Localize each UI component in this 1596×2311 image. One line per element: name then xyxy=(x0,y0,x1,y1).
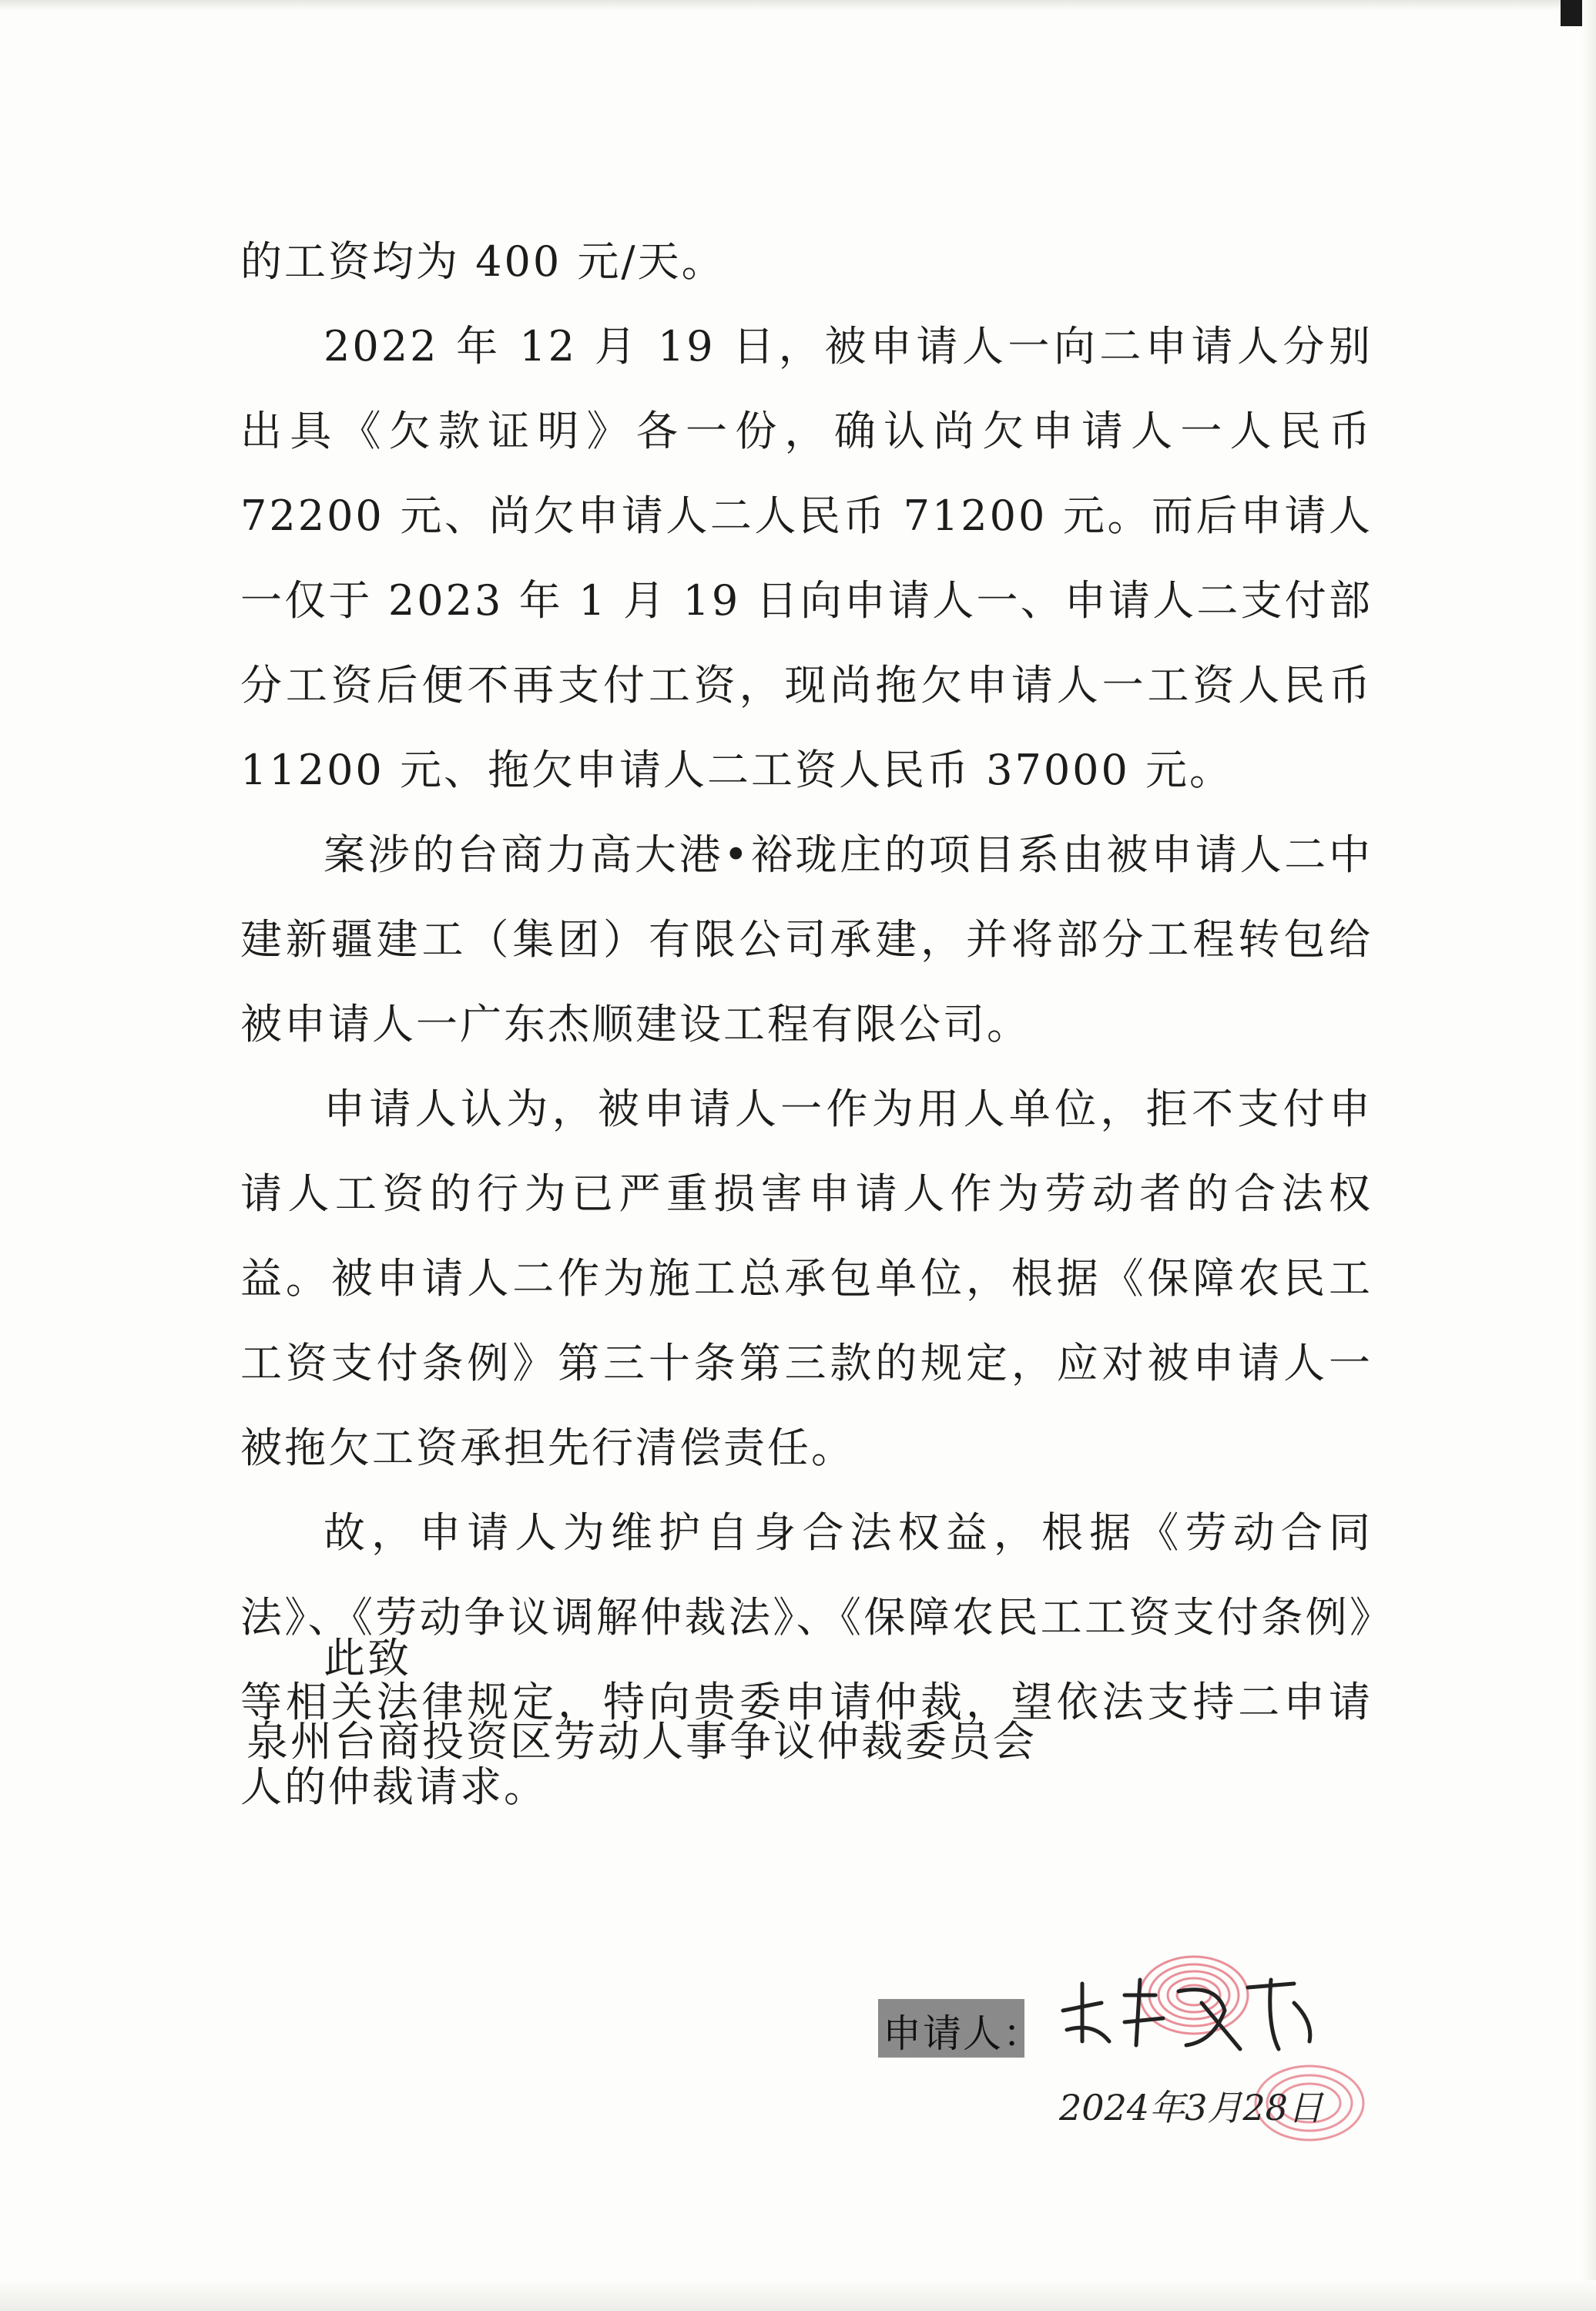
paragraph: 案涉的台商力高大港•裕珑庄的项目系由被申请人二中建新疆建工（集团）有限公司承建，并将部分工程转包给被申请人一广东杰顺建设工程有限公司。 xyxy=(240,830,1373,1048)
recipient-committee: 泉州台商投资区劳动人事争议仲裁委员会 xyxy=(246,1717,1037,1766)
signing-date: 2024年3月28日 xyxy=(1059,2087,1323,2128)
document-body xyxy=(240,220,1373,1830)
scan-edge xyxy=(0,2280,1596,2311)
applicant-label: 申请人： xyxy=(883,2011,1043,2056)
signature-stroke xyxy=(1063,1980,1310,2049)
handwritten-date xyxy=(1055,2064,1379,2149)
paragraph: 2022 年 12 月 19 日，被申请人一向二申请人分别出具《欠款证明》各一份，确认尚欠申请人一人民币 72200 元、尚欠申请人二人民币 71200 元。而后申请人一仅于 2023 年 1 月 19 日向申请人一、申请人二支付部分工资后便不再支付工资，现尚拖欠申请人一工资人民币 11200 元、拖欠申请人二工资人民币 37000 元。 xyxy=(240,322,1373,794)
paragraph: 故，申请人为维护自身合法权益，根据《劳动合同法》、《劳动争议调解仲裁法》、《保障农民工工资支付条例》等相关法律规定，特向贵委申请仲裁，望依法支持二申请人的仲裁请求。 xyxy=(240,1508,1373,1811)
scan-edge xyxy=(0,0,1596,11)
paragraph: 的工资均为 400 元/天。 xyxy=(240,237,726,286)
scan-edge xyxy=(1582,0,1596,2311)
closing-salutation: 此致 xyxy=(324,1634,411,1682)
handwritten-signature xyxy=(1048,1949,1340,2072)
paragraph: 申请人认为，被申请人一作为用人单位，拒不支付申请人工资的行为已严重损害申请人作为劳动者的合法权益。被申请人二作为施工总承包单位，根据《保障农民工工资支付条例》第三十条第三款的规定，应对被申请人一被拖欠工资承担先行清偿责任。 xyxy=(240,1085,1373,1472)
